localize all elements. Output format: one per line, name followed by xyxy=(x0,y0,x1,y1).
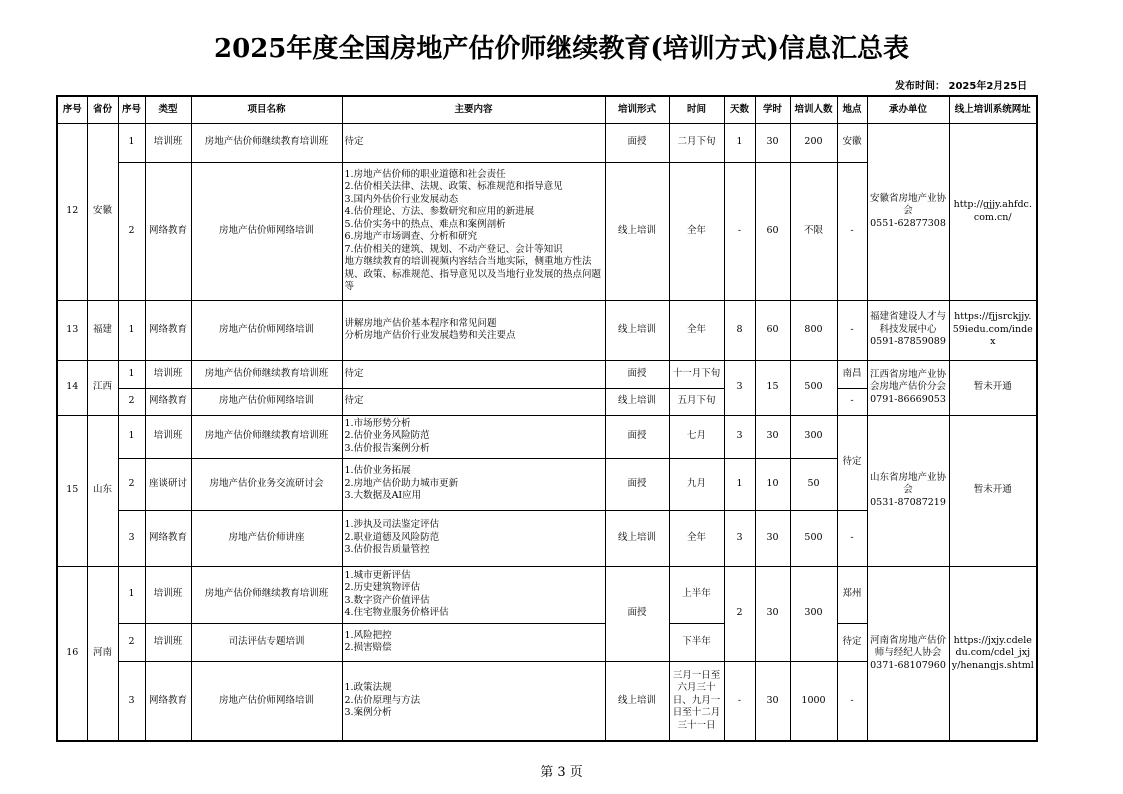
cell-hours: 60 xyxy=(755,300,790,360)
cell-content: 1.房地产估价师的职业道德和社会责任 2.估价相关法律、法规、政策、标准规范和指导意见 3.国内外估价行业发展动态 4.估价理论、方法、参数研究和应用的新进展 5.估价实务中的热点、难点和案例剖析 6.房地产市场调查、分析和研究 7.估价相关的建筑、规划、不动产登记、会计等知识 地方继续教育的培训视频内容结合当地实际，侧重地方性法规、政策、标准规范、指导意见以及当地行业发展的热点问题等 xyxy=(342,162,605,300)
cell-days: 1 xyxy=(724,458,755,510)
cell-people: 300 xyxy=(790,566,837,661)
cell-hours: 10 xyxy=(755,458,790,510)
cell-subseq: 3 xyxy=(118,661,145,741)
cell-place: 待定 xyxy=(837,623,867,661)
cell-people: 500 xyxy=(790,360,837,415)
cell-subseq: 3 xyxy=(118,510,145,566)
cell-province: 山东 xyxy=(87,415,118,566)
cell-days: 2 xyxy=(724,566,755,661)
cell-org: 江西省房地产业协会房地产估价分会 0791-86669053 xyxy=(867,360,949,415)
cell-place: 南昌 xyxy=(837,360,867,388)
col-header-content: 主要内容 xyxy=(342,96,605,123)
cell-name: 房地产估价师继续教育培训班 xyxy=(191,360,342,388)
cell-content: 待定 xyxy=(342,123,605,162)
cell-name: 司法评估专题培训 xyxy=(191,623,342,661)
cell-type: 培训班 xyxy=(145,360,191,388)
cell-org: 福建省建设人才与科技发展中心 0591-87859089 xyxy=(867,300,949,360)
cell-type: 座谈研讨 xyxy=(145,458,191,510)
cell-url: https://jxjy.cdeledu.com/cdel_jxjy/henangjs.shtml xyxy=(949,566,1037,741)
cell-place: - xyxy=(837,300,867,360)
cell-name: 房地产估价师网络培训 xyxy=(191,162,342,300)
cell-form: 面授 xyxy=(605,123,669,162)
cell-time: 九月 xyxy=(669,458,724,510)
cell-seq: 12 xyxy=(57,123,87,300)
cell-hours: 30 xyxy=(755,123,790,162)
cell-content: 1.估价业务拓展 2.房地产估价助力城市更新 3.大数据及AI应用 xyxy=(342,458,605,510)
col-header-name: 项目名称 xyxy=(191,96,342,123)
col-header-subseq: 序号 xyxy=(118,96,145,123)
cell-type: 培训班 xyxy=(145,566,191,623)
cell-url: https://fjjsrckjjy.59iedu.com/index xyxy=(949,300,1037,360)
cell-time: 上半年 xyxy=(669,566,724,623)
cell-name: 房地产估价业务交流研讨会 xyxy=(191,458,342,510)
col-header-hours: 学时 xyxy=(755,96,790,123)
cell-org: 山东省房地产业协会 0531-87087219 xyxy=(867,415,949,566)
cell-seq: 14 xyxy=(57,360,87,415)
cell-form: 线上培训 xyxy=(605,661,669,741)
cell-time: 全年 xyxy=(669,162,724,300)
cell-days: 3 xyxy=(724,415,755,458)
cell-hours: 30 xyxy=(755,510,790,566)
col-header-org: 承办单位 xyxy=(867,96,949,123)
cell-seq: 16 xyxy=(57,566,87,741)
cell-seq: 13 xyxy=(57,300,87,360)
cell-form: 面授 xyxy=(605,415,669,458)
cell-name: 房地产估价师网络培训 xyxy=(191,300,342,360)
cell-form: 面授 xyxy=(605,566,669,661)
cell-place: - xyxy=(837,388,867,415)
cell-type: 网络教育 xyxy=(145,661,191,741)
cell-people: 500 xyxy=(790,510,837,566)
cell-province: 安徽 xyxy=(87,123,118,300)
cell-time: 十一月下旬 xyxy=(669,360,724,388)
cell-content: 1.涉执及司法鉴定评估 2.职业道德及风险防范 3.估价报告质量管控 xyxy=(342,510,605,566)
cell-form: 线上培训 xyxy=(605,388,669,415)
cell-form: 线上培训 xyxy=(605,510,669,566)
cell-name: 房地产估价师网络培训 xyxy=(191,661,342,741)
cell-name: 房地产估价师继续教育培训班 xyxy=(191,566,342,623)
header-row xyxy=(57,96,1037,123)
cell-hours: 30 xyxy=(755,415,790,458)
cell-people: 不限 xyxy=(790,162,837,300)
cell-content: 1.政策法规 2.估价原理与方法 3.案例分析 xyxy=(342,661,605,741)
summary-table xyxy=(56,95,1038,742)
cell-name: 房地产估价师继续教育培训班 xyxy=(191,415,342,458)
cell-org: 安徽省房地产业协会 0551-62877308 xyxy=(867,123,949,300)
cell-place: - xyxy=(837,510,867,566)
cell-time: 二月下旬 xyxy=(669,123,724,162)
cell-days: - xyxy=(724,162,755,300)
cell-province: 福建 xyxy=(87,300,118,360)
col-header-type: 类型 xyxy=(145,96,191,123)
publish-date: 发布时间： 2025年2月25日 xyxy=(895,81,1028,92)
cell-time: 下半年 xyxy=(669,623,724,661)
cell-time: 全年 xyxy=(669,510,724,566)
cell-place: 郑州 xyxy=(837,566,867,623)
cell-subseq: 1 xyxy=(118,360,145,388)
page-title: 2025年度全国房地产估价师继续教育(培训方式)信息汇总表 xyxy=(214,34,909,64)
cell-content: 1.风险把控 2.损害赔偿 xyxy=(342,623,605,661)
cell-url: 暂未开通 xyxy=(949,360,1037,415)
cell-form: 线上培训 xyxy=(605,162,669,300)
cell-people: 50 xyxy=(790,458,837,510)
table-row xyxy=(57,360,1037,388)
cell-time: 七月 xyxy=(669,415,724,458)
col-header-seq: 序号 xyxy=(57,96,87,123)
cell-time: 五月下旬 xyxy=(669,388,724,415)
cell-people: 300 xyxy=(790,415,837,458)
table-row xyxy=(57,123,1037,162)
cell-province: 河南 xyxy=(87,566,118,741)
cell-hours: 15 xyxy=(755,360,790,415)
cell-content: 讲解房地产估价基本程序和常见问题 分析房地产估价行业发展趋势和关注要点 xyxy=(342,300,605,360)
cell-subseq: 2 xyxy=(118,458,145,510)
col-header-form: 培训形式 xyxy=(605,96,669,123)
cell-hours: 30 xyxy=(755,661,790,741)
cell-type: 网络教育 xyxy=(145,510,191,566)
cell-time: 全年 xyxy=(669,300,724,360)
cell-name: 房地产估价师网络培训 xyxy=(191,388,342,415)
page-number: 第 3 页 xyxy=(540,765,583,780)
cell-hours: 60 xyxy=(755,162,790,300)
cell-subseq: 1 xyxy=(118,415,145,458)
cell-place: 待定 xyxy=(837,415,867,510)
cell-people: 800 xyxy=(790,300,837,360)
col-header-place: 地点 xyxy=(837,96,867,123)
cell-content: 待定 xyxy=(342,360,605,388)
cell-subseq: 2 xyxy=(118,388,145,415)
col-header-province: 省份 xyxy=(87,96,118,123)
col-header-days: 天数 xyxy=(724,96,755,123)
cell-subseq: 1 xyxy=(118,300,145,360)
cell-days: 8 xyxy=(724,300,755,360)
cell-seq: 15 xyxy=(57,415,87,566)
cell-people: 1000 xyxy=(790,661,837,741)
col-header-url: 线上培训系统网址 xyxy=(949,96,1037,123)
cell-type: 培训班 xyxy=(145,623,191,661)
cell-place: - xyxy=(837,162,867,300)
cell-form: 面授 xyxy=(605,360,669,388)
cell-type: 培训班 xyxy=(145,123,191,162)
cell-days: 3 xyxy=(724,510,755,566)
col-header-people: 培训人数 xyxy=(790,96,837,123)
cell-org: 河南省房地产估价师与经纪人协会 0371-68107960 xyxy=(867,566,949,741)
cell-content: 1.市场形势分析 2.估价业务风险防范 3.估价报告案例分析 xyxy=(342,415,605,458)
col-header-time: 时间 xyxy=(669,96,724,123)
cell-url: http://gjjy.ahfdc.com.cn/ xyxy=(949,123,1037,300)
cell-type: 网络教育 xyxy=(145,162,191,300)
cell-content: 待定 xyxy=(342,388,605,415)
cell-subseq: 1 xyxy=(118,123,145,162)
cell-form: 线上培训 xyxy=(605,300,669,360)
table-row xyxy=(57,415,1037,458)
cell-content: 1.城市更新评估 2.历史建筑物评估 3.数字资产价值评估 4.住宅物业服务价格评估 xyxy=(342,566,605,623)
cell-name: 房地产估价师讲座 xyxy=(191,510,342,566)
cell-type: 网络教育 xyxy=(145,300,191,360)
cell-people: 200 xyxy=(790,123,837,162)
cell-province: 江西 xyxy=(87,360,118,415)
cell-subseq: 1 xyxy=(118,566,145,623)
cell-subseq: 2 xyxy=(118,623,145,661)
cell-days: 1 xyxy=(724,123,755,162)
cell-place: 安徽 xyxy=(837,123,867,162)
cell-name: 房地产估价师继续教育培训班 xyxy=(191,123,342,162)
cell-days: - xyxy=(724,661,755,741)
cell-type: 培训班 xyxy=(145,415,191,458)
cell-time: 三月一日至六月三十日、九月一日至十二月三十一日 xyxy=(669,661,724,741)
table-row xyxy=(57,300,1037,360)
cell-place: - xyxy=(837,661,867,741)
cell-url: 暂未开通 xyxy=(949,415,1037,566)
cell-form: 面授 xyxy=(605,458,669,510)
cell-days: 3 xyxy=(724,360,755,415)
cell-subseq: 2 xyxy=(118,162,145,300)
table-row xyxy=(57,566,1037,623)
cell-type: 网络教育 xyxy=(145,388,191,415)
cell-hours: 30 xyxy=(755,566,790,661)
